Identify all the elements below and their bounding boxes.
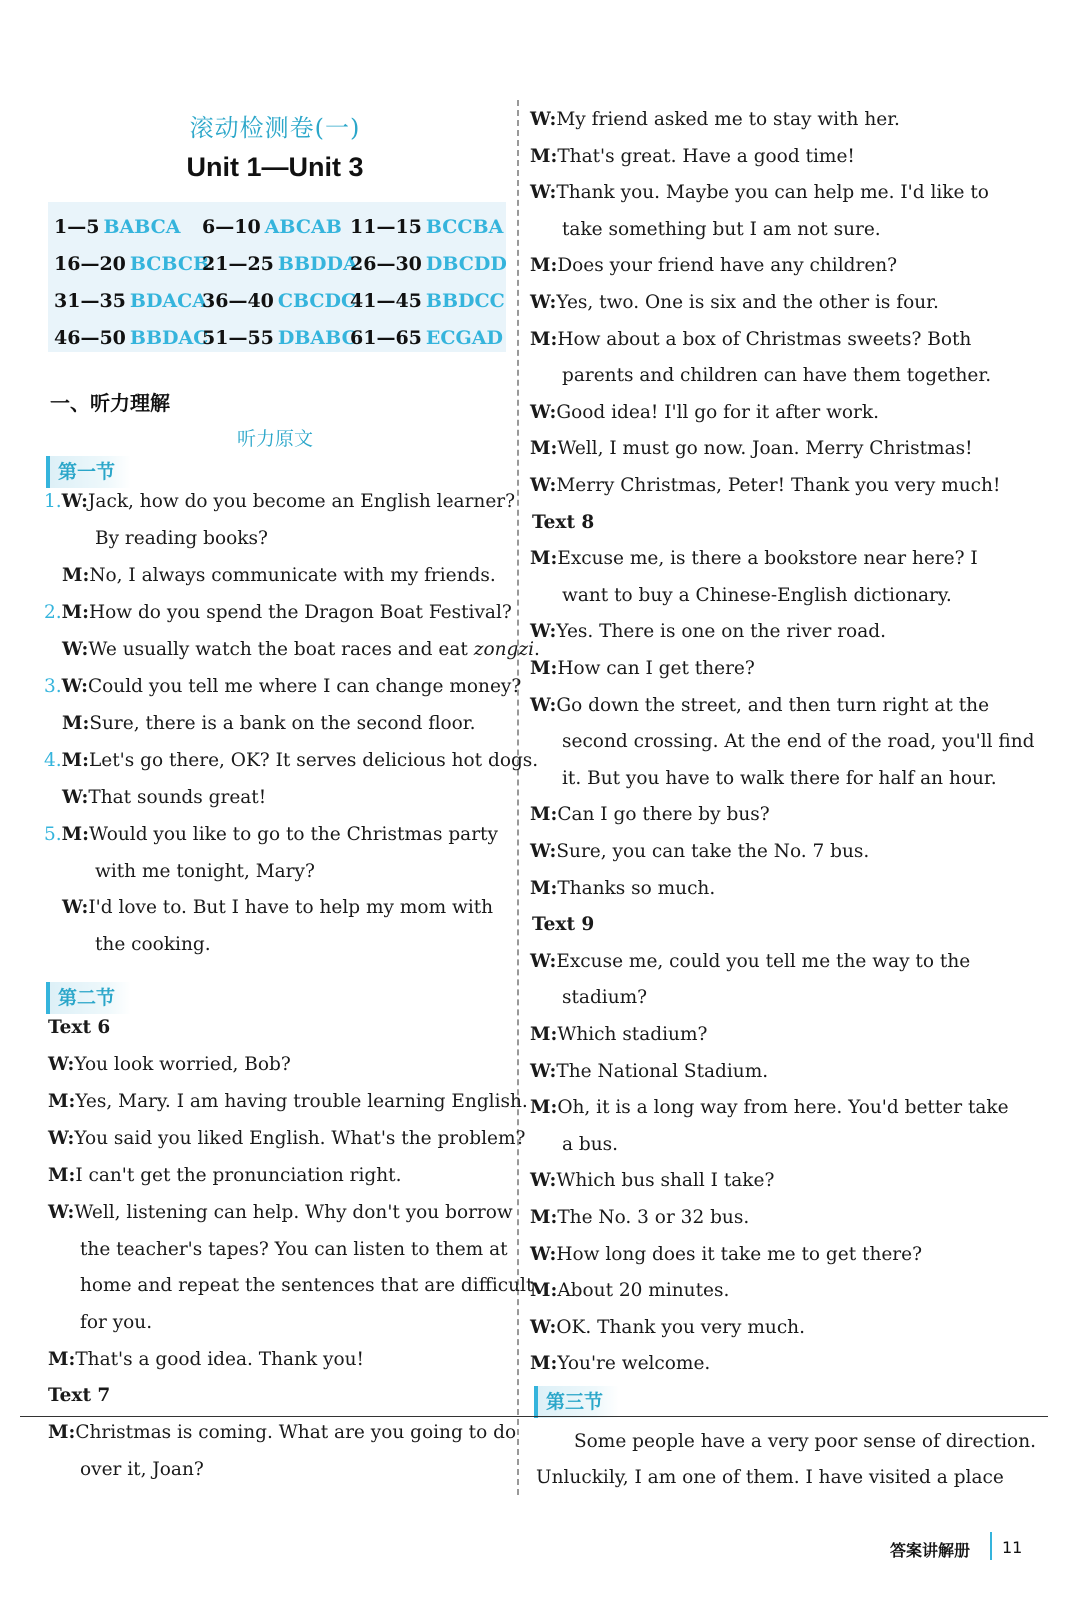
line-text: Jack, how do you become an English learner?	[88, 491, 516, 512]
transcript-line	[530, 1169, 774, 1193]
transcript-line	[562, 986, 647, 1010]
speaker-label: W:	[62, 787, 89, 808]
answer-row	[54, 245, 507, 282]
transcript-line	[530, 1279, 729, 1303]
transcript-line	[95, 527, 268, 551]
line-text: with me tonight, Mary?	[95, 861, 315, 882]
line-text: That's a good idea. Thank you!	[75, 1349, 364, 1370]
transcript-line	[530, 291, 939, 315]
line-text: Well, I must go now. Joan. Merry Christmas!	[557, 438, 973, 460]
transcript-line	[48, 1053, 291, 1077]
transcript-line	[95, 860, 315, 884]
speaker-label: W:	[530, 1316, 557, 1338]
speaker-label: W:	[530, 475, 557, 496]
transcript-line	[530, 437, 973, 461]
speaker-label: W:	[530, 841, 557, 862]
speaker-label: W:	[530, 621, 557, 643]
speaker-label: M:	[530, 1353, 558, 1375]
answer-cell: 6—10 ABCAB	[202, 215, 342, 238]
speaker-label: M:	[61, 750, 89, 771]
transcript-line	[44, 823, 498, 847]
text-label: Text 8	[532, 511, 595, 533]
line-text: Could you tell me where I can change money?	[88, 676, 522, 697]
transcript-line	[530, 877, 715, 901]
line-text: Christmas is coming. What are you going to do	[75, 1422, 517, 1443]
speaker-label: W:	[48, 1128, 75, 1149]
transcript-line	[48, 1421, 516, 1445]
transcript-line	[80, 1311, 152, 1335]
line-text: Yes, Mary. I am having trouble learning English.	[75, 1091, 528, 1112]
line-text: Oh, it is a long way from here. You'd better take	[557, 1097, 1009, 1119]
line-text: My friend asked me to stay with her.	[556, 109, 900, 130]
speaker-label: M:	[530, 1097, 558, 1119]
transcript-line	[530, 328, 971, 352]
bottom-rule	[20, 1416, 1048, 1417]
answer-cell: 51—55 DBABC	[202, 326, 357, 349]
transcript-line	[530, 840, 869, 864]
speaker-label: W:	[62, 897, 89, 918]
speaker-label: M:	[530, 145, 558, 167]
answer-key-box	[48, 202, 506, 352]
question-number: 1.	[44, 491, 62, 512]
line-text: How long does it take me to get there?	[556, 1243, 923, 1265]
question-number: 4.	[44, 750, 62, 771]
line-text: Good idea! I'll go for it after work.	[556, 401, 879, 423]
transcript-line	[562, 218, 881, 242]
line-text: Go down the street, and then turn right at the	[556, 694, 990, 716]
line-text: Sure, there is a bank on the second floor.	[89, 713, 476, 734]
speaker-label: M:	[530, 877, 558, 899]
line-text: I'd love to. But I have to help my mom with	[88, 897, 494, 918]
footer-label: 答案讲解册	[890, 1541, 971, 1560]
transcript-line	[62, 712, 476, 736]
speaker-label: W:	[48, 1202, 75, 1223]
transcript-line	[530, 657, 755, 681]
speaker-label: M:	[62, 713, 90, 734]
passage-line: Unluckily, I am one of them. I have visited a place	[536, 1467, 1004, 1488]
speaker-label: M:	[530, 1024, 558, 1045]
transcript-line	[48, 1127, 525, 1151]
speaker-label: M:	[48, 1349, 76, 1370]
line-text: No, I always communicate with my friends.	[89, 565, 496, 586]
transcript-line	[530, 1243, 922, 1267]
text-label: Text 6	[48, 1017, 111, 1038]
answer-cell: 16—20 BCBCB	[54, 252, 210, 275]
line-text: You look worried, Bob?	[74, 1054, 291, 1075]
line-text: a bus.	[562, 1133, 619, 1155]
part-tag-1: 第一节	[46, 456, 131, 488]
line-text: You're welcome.	[557, 1353, 711, 1375]
line-text: We usually watch the boat races and eat zongzi.	[88, 639, 540, 660]
speaker-label: W:	[530, 950, 557, 972]
section-heading: 一、听力理解	[50, 391, 170, 415]
test-title: 滚动检测卷(一)	[189, 114, 361, 142]
text-label: Text 7	[48, 1385, 111, 1406]
transcript-line	[80, 1458, 204, 1482]
part-tag-3: 第三节	[534, 1386, 619, 1418]
transcript-line	[530, 803, 770, 827]
speaker-label: M:	[61, 824, 89, 845]
transcript-line	[62, 786, 266, 810]
line-text: home and repeat the sentences that are difficult	[80, 1275, 534, 1296]
speaker-label: W:	[530, 109, 557, 130]
transcript-line	[530, 181, 989, 205]
transcript-line	[48, 1348, 364, 1372]
speaker-label: W:	[530, 292, 557, 313]
line-text: over it, Joan?	[80, 1459, 204, 1480]
passage-line: Some people have a very poor sense of direction.	[574, 1431, 1036, 1452]
line-text: How do you spend the Dragon Boat Festival?	[88, 602, 512, 623]
transcript-line	[530, 1206, 749, 1230]
question-number: 3.	[44, 676, 62, 697]
transcript-line	[530, 950, 970, 974]
transcript-line	[562, 364, 991, 388]
transcript-line	[530, 1060, 768, 1084]
line-text: Can I go there by bus?	[557, 804, 770, 826]
part-tag-2: 第二节	[46, 982, 131, 1014]
line-text: That sounds great!	[88, 787, 267, 808]
speaker-label: M:	[530, 804, 558, 826]
unit-range-title: Unit 1—Unit 3	[186, 152, 364, 182]
line-text: for you.	[80, 1312, 153, 1333]
line-text: want to buy a Chinese-English dictionary.	[562, 584, 952, 606]
speaker-label: W:	[530, 694, 557, 716]
speaker-label: M:	[530, 658, 558, 679]
line-text: The National Stadium.	[556, 1060, 769, 1082]
transcript-line	[530, 1023, 707, 1047]
line-text: Would you like to go to the Christmas party	[88, 824, 498, 845]
line-text: About 20 minutes.	[557, 1280, 730, 1302]
line-text: take something but I am not sure.	[562, 218, 881, 240]
line-text: second crossing. At the end of the road, you'll find	[562, 731, 1035, 753]
transcript-line	[530, 620, 886, 644]
answer-cell: 61—65 ECGAD	[350, 326, 503, 349]
transcript-line	[530, 1316, 805, 1340]
transcript-line	[80, 1238, 508, 1262]
line-text: the cooking.	[95, 934, 211, 955]
transcript-line	[80, 1274, 533, 1298]
line-text: Thanks so much.	[557, 877, 716, 899]
speaker-label: M:	[530, 255, 558, 277]
question-number: 2.	[44, 602, 62, 623]
line-text: How can I get there?	[557, 658, 755, 679]
transcript-line	[530, 1352, 710, 1376]
transcript-line	[95, 933, 211, 957]
speaker-label: W:	[530, 1060, 557, 1082]
transcript-line	[44, 490, 515, 514]
line-text: the teacher's tapes? You can listen to them at	[80, 1239, 508, 1260]
line-text: Let's go there, OK? It serves delicious hot dogs.	[88, 750, 539, 771]
line-text: By reading books?	[95, 528, 268, 549]
transcript-line	[48, 1201, 513, 1225]
transcript-line	[530, 474, 1000, 498]
speaker-label: M:	[530, 548, 558, 570]
speaker-label: M:	[48, 1165, 76, 1186]
speaker-label: W:	[61, 676, 89, 697]
transcript-line	[530, 401, 879, 425]
speaker-label: M:	[62, 565, 90, 586]
speaker-label: W:	[530, 1170, 557, 1192]
speaker-label: W:	[530, 1243, 557, 1265]
transcript-line	[530, 108, 900, 132]
speaker-label: W:	[62, 639, 89, 660]
line-text: How about a box of Christmas sweets? Both	[557, 328, 972, 350]
transcript-line	[562, 1133, 618, 1157]
speaker-label: M:	[530, 1207, 558, 1228]
line-text: Which bus shall I take?	[556, 1170, 775, 1192]
transcript-line	[62, 896, 493, 920]
transcript-line	[562, 730, 1035, 754]
text-label: Text 9	[532, 914, 595, 936]
page-number: 11	[1002, 1538, 1023, 1557]
transcript-line	[48, 1090, 528, 1114]
speaker-label: W:	[48, 1054, 75, 1075]
line-text: stadium?	[562, 987, 648, 1009]
line-text: Excuse me, is there a bookstore near here? I	[557, 548, 978, 570]
answer-cell: 21—25 BBDDA	[202, 252, 358, 275]
footer-divider	[990, 1532, 992, 1560]
question-number: 5.	[44, 824, 62, 845]
speaker-label: M:	[61, 602, 89, 623]
line-text: Well, listening can help. Why don't you borrow	[74, 1202, 513, 1223]
transcript-line	[44, 675, 521, 699]
answer-cell: 41—45 BBDCC	[350, 289, 505, 312]
listening-transcript-heading: 听力原文	[236, 428, 313, 450]
speaker-label: M:	[48, 1091, 76, 1112]
transcript-line	[48, 1164, 401, 1188]
speaker-label: M:	[530, 1280, 558, 1302]
line-text: it. But you have to walk there for half an hour.	[562, 767, 997, 789]
transcript-line	[530, 1096, 1009, 1120]
speaker-label: W:	[530, 401, 557, 423]
line-text: Thank you. Maybe you can help me. I'd like to	[556, 182, 989, 204]
answer-cell: 11—15 BCCBA	[350, 215, 504, 238]
answer-row	[54, 208, 504, 245]
answer-cell: 36—40 CBCDC	[202, 289, 357, 312]
line-text: Yes, two. One is six and the other is four.	[556, 292, 939, 313]
transcript-line	[530, 145, 855, 169]
line-text: Yes. There is one on the river road.	[556, 621, 886, 643]
speaker-label: M:	[48, 1422, 76, 1443]
line-text: I can't get the pronunciation right.	[75, 1165, 402, 1186]
transcript-line	[530, 694, 989, 718]
speaker-label: W:	[530, 182, 557, 204]
answer-cell: 31—35 BDACA	[54, 289, 208, 312]
line-text: The No. 3 or 32 bus.	[557, 1207, 750, 1228]
line-text: Merry Christmas, Peter! Thank you very much!	[556, 475, 1001, 496]
line-text: OK. Thank you very much.	[556, 1316, 805, 1338]
answer-row	[54, 319, 503, 356]
line-text: Sure, you can take the No. 7 bus.	[556, 841, 870, 862]
answer-cell: 46—50 BBDAC	[54, 326, 209, 349]
line-text: Does your friend have any children?	[557, 255, 898, 277]
line-text: That's great. Have a good time!	[557, 145, 855, 167]
answer-cell: 26—30 DBCDD	[350, 252, 507, 275]
line-text: parents and children can have them together.	[562, 365, 992, 387]
transcript-line	[44, 601, 512, 625]
transcript-line	[530, 547, 978, 571]
speaker-label: M:	[530, 328, 558, 350]
transcript-line	[62, 638, 540, 662]
transcript-line	[562, 767, 997, 791]
line-text: Excuse me, could you tell me the way to the	[556, 950, 971, 972]
line-text: Which stadium?	[557, 1024, 708, 1045]
line-text: You said you liked English. What's the problem?	[74, 1128, 526, 1149]
answer-cell: 1—5 BABCA	[54, 215, 181, 238]
transcript-line	[562, 584, 952, 608]
transcript-line	[44, 749, 538, 773]
answer-row	[54, 282, 505, 319]
transcript-line	[62, 564, 496, 588]
transcript-line	[530, 254, 897, 278]
speaker-label: M:	[530, 438, 558, 460]
speaker-label: W:	[61, 491, 89, 512]
